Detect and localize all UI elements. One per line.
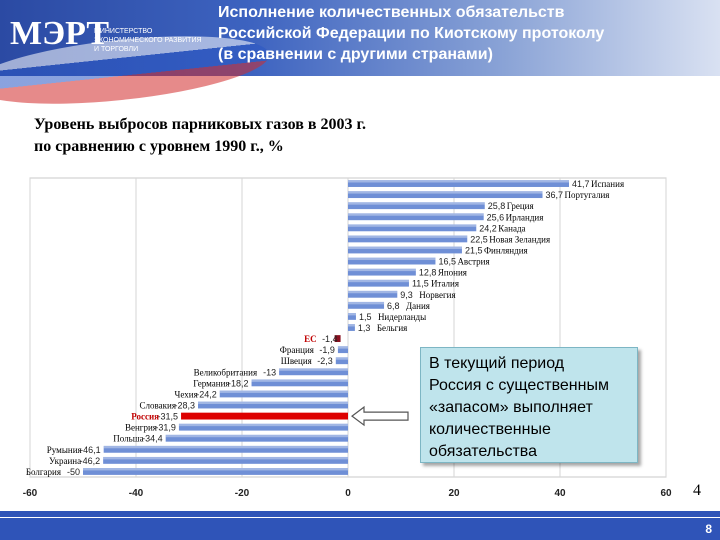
value-label: -13 bbox=[263, 367, 277, 378]
category-label: Ирландия bbox=[505, 212, 544, 223]
value-label: -50 bbox=[66, 466, 80, 477]
value-label: -24,2 bbox=[196, 389, 217, 400]
value-label: 16,5 bbox=[438, 256, 456, 267]
bar-highlight bbox=[348, 180, 569, 182]
value-label: 11,5 bbox=[411, 278, 429, 289]
value-label: -18,2 bbox=[228, 378, 249, 389]
page-number: 4 bbox=[693, 482, 701, 499]
category-label: Япония bbox=[437, 267, 467, 278]
category-label: Канада bbox=[498, 223, 526, 234]
value-label: -1,9 bbox=[319, 345, 335, 356]
callout-line: количественные bbox=[429, 421, 551, 438]
category-label: Греция bbox=[506, 201, 534, 212]
ministry-name: МИНИСТЕРСТВО ЭКОНОМИЧЕСКОГО РАЗВИТИЯ И ТОРГОВЛИ bbox=[94, 28, 202, 53]
category-label: Болгария bbox=[25, 466, 61, 477]
footer-bar bbox=[0, 511, 720, 540]
bar-highlight bbox=[348, 302, 384, 304]
value-label: -34,4 bbox=[142, 433, 163, 444]
category-label: Португалия bbox=[564, 190, 610, 201]
x-tick-label: 20 bbox=[448, 488, 460, 499]
bar-highlight bbox=[348, 258, 435, 260]
bar-highlight bbox=[348, 269, 416, 271]
bar-highlight bbox=[348, 280, 409, 282]
category-label: Швеция bbox=[280, 356, 312, 367]
bar-highlight bbox=[348, 202, 485, 204]
chart-subtitle: Уровень выбросов парниковых газов в 2003 г. по сравнению с уровнем 1990 г., % bbox=[34, 116, 366, 155]
category-label: Германия bbox=[193, 378, 230, 389]
callout-line: обязательства bbox=[429, 443, 537, 460]
category-label: Румыния bbox=[46, 444, 82, 455]
bar-highlight bbox=[348, 213, 484, 215]
category-label: Дания bbox=[406, 300, 430, 311]
callout-line: Россия с существенным bbox=[429, 377, 609, 394]
value-label: -28,3 bbox=[174, 400, 196, 411]
value-label: -2,3 bbox=[317, 356, 333, 367]
bar-highlight bbox=[338, 346, 348, 348]
value-label: -1,4 bbox=[322, 334, 338, 345]
category-label: Норвегия bbox=[419, 289, 456, 300]
callout-box bbox=[420, 347, 638, 463]
value-label: 25,8 bbox=[487, 201, 506, 212]
slide-header bbox=[0, 0, 720, 76]
footer-divider bbox=[0, 517, 720, 518]
bar-highlight bbox=[348, 191, 543, 193]
value-label: 21,5 bbox=[464, 245, 483, 256]
value-label: 22,5 bbox=[470, 234, 488, 245]
category-label: Словакия bbox=[139, 400, 177, 411]
slide-title: Исполнение количественных обязательств Российской Федерации по Киотскому протоколу (в сравнении с другими странами) bbox=[218, 4, 605, 63]
bar-highlight bbox=[179, 424, 348, 426]
value-label: 24,2 bbox=[479, 223, 497, 234]
x-tick-label: -20 bbox=[234, 488, 250, 499]
category-label: Австрия bbox=[457, 256, 490, 267]
bar-highlight bbox=[83, 468, 348, 470]
category-label: Россия bbox=[131, 411, 160, 422]
value-label: 1,5 bbox=[358, 311, 372, 322]
bar-highlight bbox=[348, 313, 356, 315]
category-label: Венгрия bbox=[124, 422, 157, 433]
bar-highlight bbox=[348, 235, 467, 237]
category-label: Великобритания bbox=[193, 367, 258, 378]
category-label: Чехия bbox=[174, 389, 198, 400]
category-label: Испания bbox=[591, 179, 625, 190]
category-label: Польша bbox=[113, 433, 144, 444]
bar-highlight bbox=[198, 402, 348, 404]
value-label: 6,8 bbox=[387, 300, 400, 311]
x-tick-label: 0 bbox=[345, 488, 351, 499]
logo-text: МЭРТ bbox=[10, 15, 110, 52]
value-label: 25,6 bbox=[486, 212, 505, 223]
bar-highlight bbox=[348, 224, 476, 226]
bar-highlight bbox=[279, 368, 348, 370]
bar-highlight bbox=[103, 457, 348, 459]
bar-highlight bbox=[336, 357, 348, 359]
category-label: Италия bbox=[430, 278, 460, 289]
x-tick-label: 60 bbox=[660, 488, 672, 499]
category-label: Новая Зеландия bbox=[489, 234, 551, 245]
value-label: 12,8 bbox=[418, 267, 437, 278]
emissions-bar-chart bbox=[0, 170, 720, 515]
value-label: -46,2 bbox=[79, 455, 101, 466]
callout-line: В текущий период bbox=[429, 355, 565, 372]
x-tick-label: -40 bbox=[128, 488, 144, 499]
category-label: Нидерланды bbox=[377, 311, 427, 322]
category-label: ЕС bbox=[304, 334, 317, 345]
bar-highlight bbox=[348, 291, 397, 293]
bar-highlight bbox=[348, 324, 355, 326]
value-label: 1,3 bbox=[357, 323, 371, 333]
bar-highlight bbox=[166, 435, 348, 437]
category-label: Бельгия bbox=[376, 323, 408, 333]
value-label: 41,7 bbox=[572, 179, 590, 190]
value-label: -31,5 bbox=[157, 411, 179, 422]
x-tick-label: -60 bbox=[22, 488, 38, 499]
bar-highlight bbox=[252, 379, 348, 381]
logo-mark bbox=[8, 6, 110, 68]
bar-highlight bbox=[104, 446, 348, 448]
ministry-logo bbox=[8, 6, 110, 68]
category-label: Франция bbox=[279, 345, 314, 356]
bar bbox=[181, 413, 348, 420]
bar-highlight bbox=[220, 391, 348, 393]
bar-highlight bbox=[348, 247, 462, 249]
category-label: Украина bbox=[49, 455, 82, 466]
category-label: Финляндия bbox=[483, 245, 528, 256]
callout-line: «запасом» выполняет bbox=[429, 399, 593, 416]
value-label: 36,7 bbox=[545, 190, 564, 201]
slide-number: 8 bbox=[705, 522, 712, 536]
value-label: -46,1 bbox=[80, 444, 101, 455]
value-label: -31,9 bbox=[155, 422, 176, 433]
value-label: 9,3 bbox=[400, 289, 413, 300]
x-tick-label: 40 bbox=[554, 488, 566, 499]
